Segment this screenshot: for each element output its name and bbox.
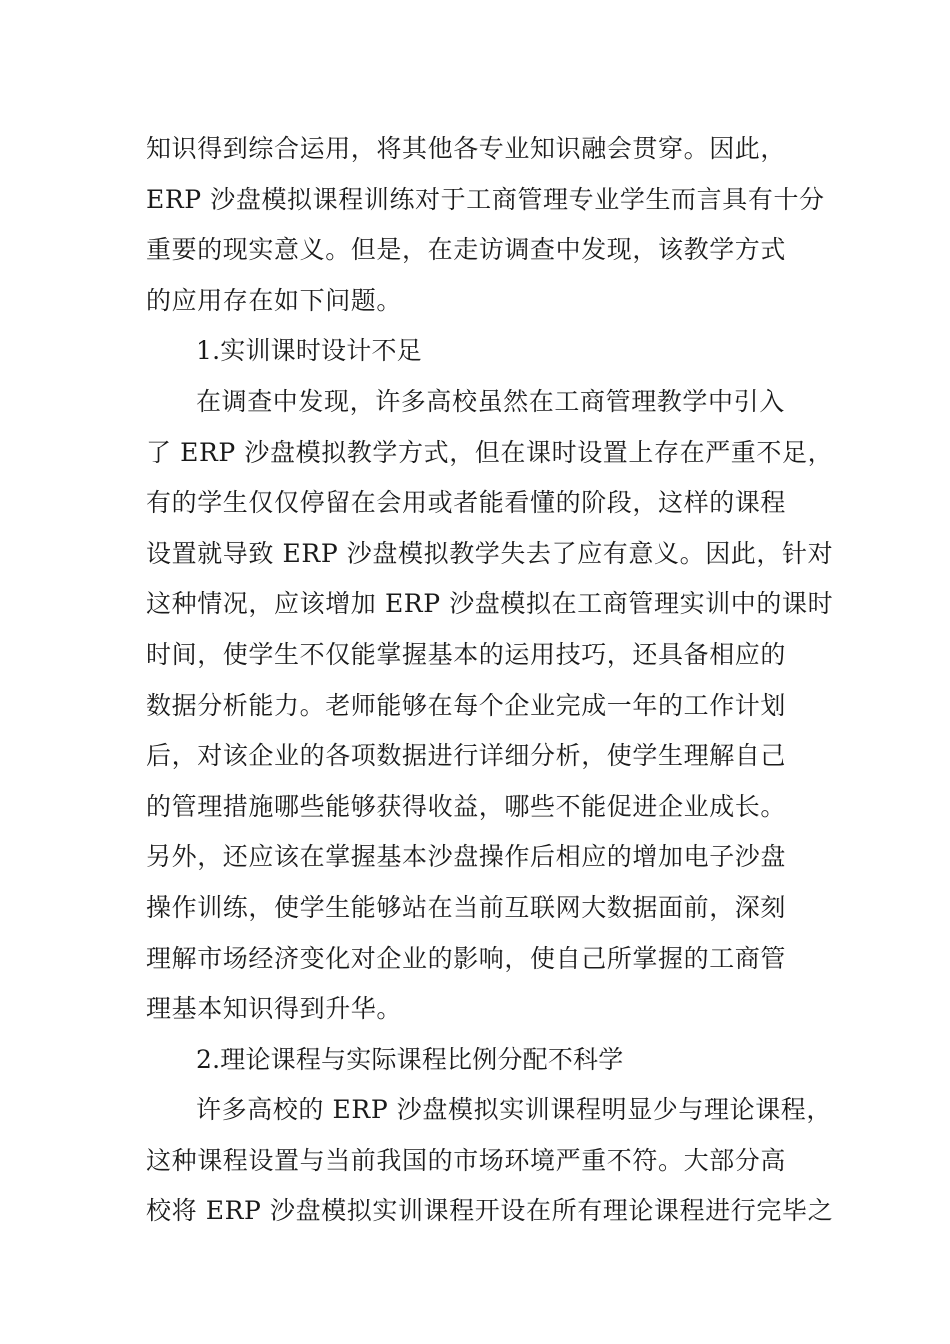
text-line: 校将 ERP 沙盘模拟实训课程开设在所有理论课程进行完毕之 (146, 1196, 834, 1226)
paragraph-section-2 (146, 1085, 834, 1237)
text-line: 了 ERP 沙盘模拟教学方式，但在课时设置上存在严重不足， (146, 437, 834, 467)
text-line: 的管理措施哪些能够获得收益，哪些不能促进企业成长。 (146, 791, 787, 821)
text-line: 这种情况，应该增加 ERP 沙盘模拟在工商管理实训中的课时 (146, 589, 834, 619)
text-line: 重要的现实意义。但是，在走访调查中发现，该教学方式 (146, 235, 787, 265)
heading-text: 2.理论课程与实际课程比例分配不科学 (196, 1044, 624, 1074)
section-heading-2 (146, 1035, 811, 1086)
text-line: 理解市场经济变化对企业的影响，使自己所掌握的工商管 (146, 943, 787, 973)
document-body (146, 124, 834, 1237)
heading-text: 1.实训课时设计不足 (196, 336, 422, 366)
paragraph-section-1 (146, 377, 834, 1035)
text-line: 有的学生仅仅停留在会用或者能看懂的阶段，这样的课程 (146, 488, 787, 518)
section-heading-1 (146, 326, 811, 377)
text-line: 在调查中发现，许多高校虽然在工商管理教学中引入 (196, 386, 785, 416)
text-line: 许多高校的 ERP 沙盘模拟实训课程明显少与理论课程， (196, 1095, 832, 1125)
text-line: 设置就导致 ERP 沙盘模拟教学失去了应有意义。因此，针对 (146, 538, 834, 568)
text-line: 后，对该企业的各项数据进行详细分析，使学生理解自己 (146, 741, 787, 771)
text-line: 另外，还应该在掌握基本沙盘操作后相应的增加电子沙盘 (146, 842, 787, 872)
text-line: ERP 沙盘模拟课程训练对于工商管理专业学生而言具有十分 (146, 184, 825, 214)
text-line: 操作训练，使学生能够站在当前互联网大数据面前，深刻 (146, 892, 787, 922)
text-line: 理基本知识得到升华。 (146, 994, 403, 1024)
text-line: 这种课程设置与当前我国的市场环境严重不符。大部分高 (146, 1145, 787, 1175)
text-line: 时间，使学生不仅能掌握基本的运用技巧，还具备相应的 (146, 639, 787, 669)
text-line: 的应用存在如下问题。 (146, 285, 403, 315)
text-line: 知识得到综合运用，将其他各专业知识融会贯穿。因此， (146, 134, 787, 163)
text-line: 数据分析能力。老师能够在每个企业完成一年的工作计划 (146, 690, 787, 720)
paragraph-intro-continuation (146, 124, 825, 326)
